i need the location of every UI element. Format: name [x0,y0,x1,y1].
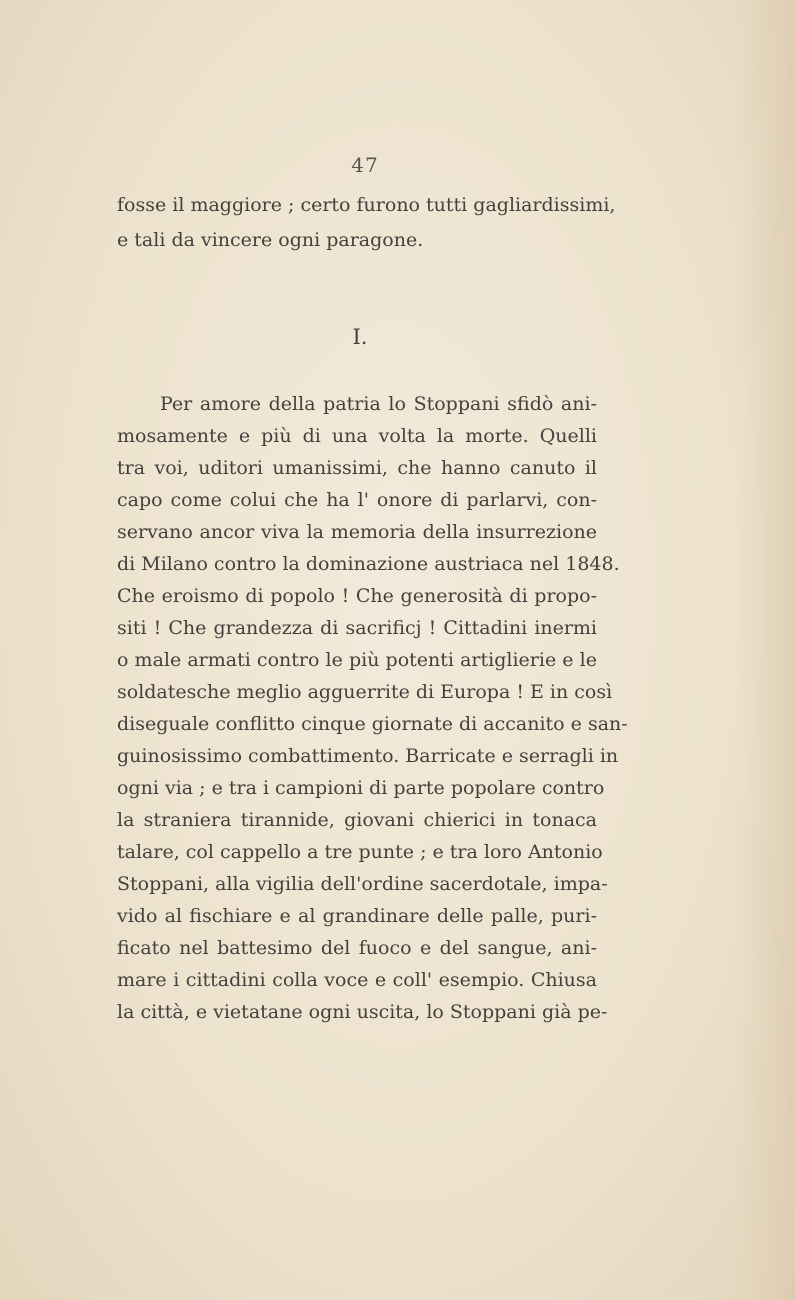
text-line: Che eroismo di popolo ! Che generosità di propo- [117,585,597,607]
text-line: fosse il maggiore ; certo furono tutti gagliardissimi, [117,194,616,216]
text-line: o male armati contro le più potenti artiglierie e le [117,649,597,671]
text-line: servano ancor viva la memoria della insurrezione [117,521,597,543]
text-line: guinosissimo combattimento. Barricate e serragli in [117,745,619,767]
text-line: soldatesche meglio agguerrite di Europa ! E in così [117,681,613,703]
text-line: Per amore della patria lo Stoppani sfidò ani- [160,393,597,415]
text-line: ficato nel battesimo del fuoco e del sangue, ani- [117,937,597,959]
text-line: mosamente e più di una volta la morte. Quelli [117,425,597,447]
text-line: capo come colui che ha l' onore di parlarvi, con- [117,489,597,511]
text-line: Stoppani, alla vigilia dell'ordine sacerdotale, impa- [117,873,608,895]
text-line: la straniera tirannide, giovani chierici in tonaca [117,809,597,831]
text-line: diseguale conflitto cinque giornate di accanito e san- [117,713,628,735]
text-line: talare, col cappello a tre punte ; e tra loro Antonio [117,841,603,863]
section-heading: I. [352,325,368,349]
text-line: la città, e vietatane ogni uscita, lo Stoppani già pe- [117,1001,608,1023]
text-line: vido al fischiare e al grandinare delle palle, puri- [117,905,597,927]
text-line: e tali da vincere ogni paragone. [117,229,424,251]
text-line: siti ! Che grandezza di sacrificj ! Cittadini inermi [117,617,597,639]
text-line: mare i cittadini colla voce e coll' esempio. Chiusa [117,969,597,991]
text-line: tra voi, uditori umanissimi, che hanno canuto il [117,457,597,479]
text-line: di Milano contro la dominazione austriaca nel 1848. [117,553,620,575]
page-edge-shading [735,0,795,1300]
text-line: ogni via ; e tra i campioni di parte popolare contro [117,777,605,799]
page-number: 47 [351,153,379,177]
